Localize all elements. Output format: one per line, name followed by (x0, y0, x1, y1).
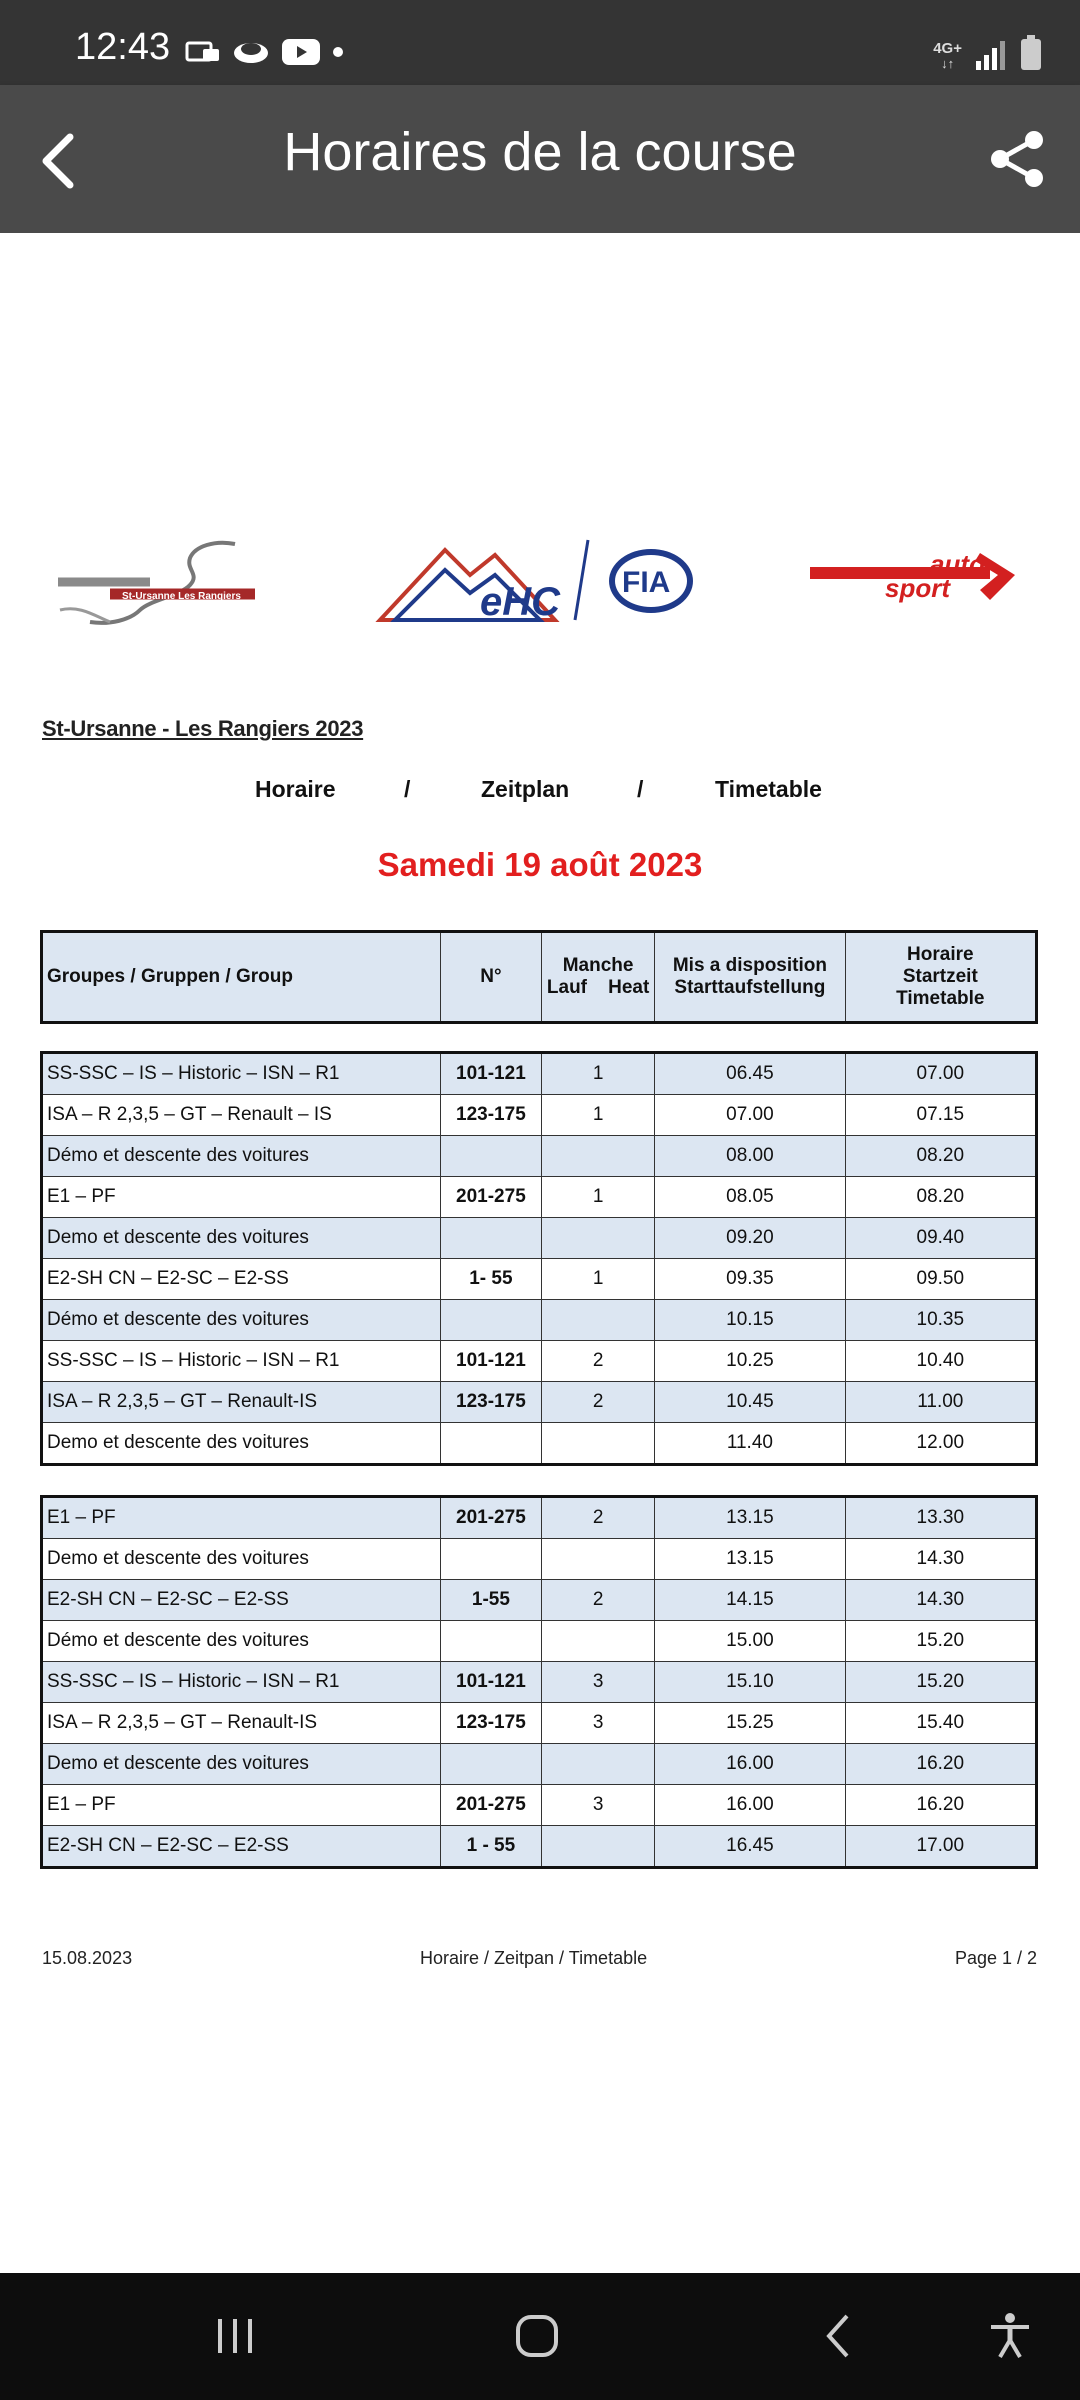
sport-logo-text: sport (885, 573, 950, 603)
notification-icons (185, 38, 345, 66)
cell-start: 13.30 (845, 1497, 1036, 1539)
cell-group: Demo et descente des voitures (42, 1744, 441, 1785)
cell-number: 123-175 (440, 1095, 541, 1136)
cell-disposition: 07.00 (655, 1095, 845, 1136)
page-title: Horaires de la course (283, 122, 797, 182)
cell-start: 08.20 (845, 1177, 1036, 1218)
nav-back-icon (815, 2311, 865, 2361)
table-row (42, 1785, 1037, 1826)
youtube-icon (281, 38, 321, 66)
cell-number: 1- 55 (440, 1259, 541, 1300)
fia-logo-text: FIA (622, 566, 671, 599)
cell-disposition: 15.00 (655, 1621, 845, 1662)
col-header-startzeit: Startzeit (902, 966, 978, 987)
col-header-timetable: Timetable (896, 988, 985, 1009)
cell-start: 15.20 (845, 1662, 1036, 1703)
table-row (42, 1053, 1037, 1095)
cell-heat (542, 1218, 655, 1259)
cell-disposition: 15.25 (655, 1703, 845, 1744)
cell-disposition: 16.45 (655, 1826, 845, 1868)
cell-disposition: 10.15 (655, 1300, 845, 1341)
cell-number: 101-121 (440, 1341, 541, 1382)
table-row (42, 1382, 1037, 1423)
table-row (42, 1497, 1037, 1539)
status-bar (0, 0, 1080, 85)
cell-heat: 1 (542, 1095, 655, 1136)
ehc-fia-logo-graphic (375, 535, 705, 625)
ehc-logo-text: eHC (480, 580, 561, 624)
schedule-afternoon-body (42, 1497, 1037, 1868)
cell-number: 201-275 (440, 1785, 541, 1826)
cell-start: 12.00 (845, 1423, 1036, 1465)
schedule-afternoon-table (40, 1495, 1038, 1869)
col-header-manche-title: Manche (562, 955, 634, 976)
cell-disposition: 13.15 (655, 1539, 845, 1580)
cell-group: E2-SH CN – E2-SC – E2-SS (42, 1826, 441, 1868)
table-header-row (42, 932, 1037, 1023)
cell-group: SS-SSC – IS – Historic – ISN – R1 (42, 1662, 441, 1703)
cell-group: Démo et descente des voitures (42, 1621, 441, 1662)
cell-group: ISA – R 2,3,5 – GT – Renault-IS (42, 1382, 441, 1423)
cell-start: 08.20 (845, 1136, 1036, 1177)
signal-icon (974, 39, 1008, 71)
cell-number: 201-275 (440, 1177, 541, 1218)
logo-auto-sport (810, 545, 1030, 615)
cell-disposition: 09.20 (655, 1218, 845, 1259)
table-row (42, 1300, 1037, 1341)
cell-disposition: 11.40 (655, 1423, 845, 1465)
st-ursanne-logo-graphic (50, 530, 265, 630)
table-row (42, 1136, 1037, 1177)
heading-zeitplan: Zeitplan (481, 776, 570, 802)
table-row (42, 1539, 1037, 1580)
cell-group: Démo et descente des voitures (42, 1300, 441, 1341)
col-header-group: Groupes / Gruppen / Group (42, 932, 441, 1023)
cell-heat: 2 (542, 1497, 655, 1539)
home-icon (512, 2311, 562, 2361)
cell-heat: 2 (542, 1341, 655, 1382)
cell-group: Demo et descente des voitures (42, 1539, 441, 1580)
cell-heat: 2 (542, 1382, 655, 1423)
cloud-icon (231, 39, 271, 65)
col-header-mis-disposition: Mis a disposition (672, 955, 827, 976)
schedule-morning-table (40, 1051, 1038, 1466)
schedule-morning-body (42, 1053, 1037, 1465)
col-header-lauf-heat: Lauf Heat (546, 977, 650, 998)
footer-page: Page 1 / 2 (955, 1948, 1038, 1968)
race-title: St-Ursanne - Les Rangiers 2023 (42, 716, 364, 741)
col-header-horaire: Horaire (907, 944, 974, 965)
heading-timetable: Timetable (715, 776, 822, 802)
cell-number: 101-121 (440, 1662, 541, 1703)
cell-group: SS-SSC – IS – Historic – ISN – R1 (42, 1053, 441, 1095)
cell-number: 123-175 (440, 1703, 541, 1744)
cell-heat: 3 (542, 1662, 655, 1703)
cell-group: E1 – PF (42, 1785, 441, 1826)
table-row (42, 1218, 1037, 1259)
table-row (42, 1095, 1037, 1136)
col-header-number: N° (440, 932, 541, 1023)
cell-start: 09.50 (845, 1259, 1036, 1300)
recent-apps-button[interactable] (210, 2311, 260, 2361)
auto-sport-logo-graphic (810, 545, 1030, 615)
heading-separator-1: / (404, 776, 411, 802)
cell-group: Demo et descente des voitures (42, 1218, 441, 1259)
cell-number: 101-121 (440, 1053, 541, 1095)
cell-disposition: 16.00 (655, 1785, 845, 1826)
auto-logo-text: auto (930, 549, 985, 579)
cell-start: 14.30 (845, 1539, 1036, 1580)
cell-heat (542, 1826, 655, 1868)
cell-number (440, 1300, 541, 1341)
cell-heat: 3 (542, 1703, 655, 1744)
cell-start: 10.40 (845, 1341, 1036, 1382)
recent-apps-icon (210, 2311, 260, 2361)
system-icons (933, 35, 1042, 71)
cell-heat: 1 (542, 1259, 655, 1300)
table-row (42, 1580, 1037, 1621)
cell-disposition: 09.35 (655, 1259, 845, 1300)
network-type: 4G+ ↓↑ (933, 40, 962, 71)
cell-disposition: 10.45 (655, 1382, 845, 1423)
cell-start: 11.00 (845, 1382, 1036, 1423)
logo-st-ursanne (50, 530, 265, 630)
cell-group: Demo et descente des voitures (42, 1423, 441, 1465)
cell-disposition: 13.15 (655, 1497, 845, 1539)
dot-icon (331, 45, 345, 59)
cell-heat (542, 1136, 655, 1177)
st-ursanne-logo-text: St-Ursanne Les Rangiers (122, 591, 241, 602)
cell-heat: 3 (542, 1785, 655, 1826)
cell-group: ISA – R 2,3,5 – GT – Renault – IS (42, 1095, 441, 1136)
cell-heat (542, 1300, 655, 1341)
cell-start: 15.40 (845, 1703, 1036, 1744)
battery-icon (1020, 35, 1042, 71)
cell-disposition: 06.45 (655, 1053, 845, 1095)
cell-group: E1 – PF (42, 1177, 441, 1218)
cell-number: 123-175 (440, 1382, 541, 1423)
cell-number (440, 1423, 541, 1465)
table-row (42, 1703, 1037, 1744)
cell-start: 07.15 (845, 1095, 1036, 1136)
table-row (42, 1826, 1037, 1868)
cell-number (440, 1539, 541, 1580)
table-row (42, 1621, 1037, 1662)
col-header-starttaufstellung: Starttaufstellung (674, 977, 826, 998)
cell-heat (542, 1539, 655, 1580)
cell-number: 1-55 (440, 1580, 541, 1621)
cell-start: 17.00 (845, 1826, 1036, 1868)
table-row (42, 1744, 1037, 1785)
col-header-start (845, 932, 1036, 1023)
cell-number (440, 1744, 541, 1785)
cell-start: 09.40 (845, 1218, 1036, 1259)
share-button[interactable] (986, 127, 1050, 191)
screen-share-icon (185, 39, 221, 65)
footer-center: Horaire / Zeitpan / Timetable (420, 1948, 648, 1968)
cell-heat: 1 (542, 1053, 655, 1095)
home-button[interactable] (512, 2311, 562, 2361)
cell-heat (542, 1744, 655, 1785)
cell-start: 07.00 (845, 1053, 1036, 1095)
share-icon (986, 127, 1050, 191)
cell-number: 201-275 (440, 1497, 541, 1539)
nav-back-button[interactable] (815, 2311, 865, 2361)
cell-heat (542, 1621, 655, 1662)
cell-group: ISA – R 2,3,5 – GT – Renault-IS (42, 1703, 441, 1744)
table-row (42, 1177, 1037, 1218)
table-row (42, 1259, 1037, 1300)
cell-number (440, 1136, 541, 1177)
date-title: Samedi 19 août 2023 (377, 846, 703, 883)
cell-disposition: 14.15 (655, 1580, 845, 1621)
cell-number: 1 - 55 (440, 1826, 541, 1868)
system-nav-bar (0, 2273, 1080, 2400)
cell-heat: 2 (542, 1580, 655, 1621)
col-header-disposition (655, 932, 845, 1023)
heading-separator-2: / (637, 776, 644, 802)
cell-group: E2-SH CN – E2-SC – E2-SS (42, 1580, 441, 1621)
footer-date: 15.08.2023 (42, 1948, 133, 1968)
cell-group: SS-SSC – IS – Historic – ISN – R1 (42, 1341, 441, 1382)
cell-disposition: 08.05 (655, 1177, 845, 1218)
cell-number (440, 1218, 541, 1259)
cell-group: Démo et descente des voitures (42, 1136, 441, 1177)
cell-start: 14.30 (845, 1580, 1036, 1621)
cell-start: 16.20 (845, 1785, 1036, 1826)
cell-start: 15.20 (845, 1621, 1036, 1662)
cell-start: 16.20 (845, 1744, 1036, 1785)
table-row (42, 1341, 1037, 1382)
table-row (42, 1662, 1037, 1703)
cell-disposition: 15.10 (655, 1662, 845, 1703)
col-header-manche (542, 932, 655, 1023)
heading-horaire: Horaire (255, 776, 336, 802)
cell-number (440, 1621, 541, 1662)
accessibility-icon (985, 2311, 1035, 2361)
schedule-header-table (40, 930, 1038, 1024)
cell-disposition: 08.00 (655, 1136, 845, 1177)
cell-heat: 1 (542, 1177, 655, 1218)
status-time: 12:43 (75, 26, 171, 68)
app-bar (0, 85, 1080, 233)
cell-group: E2-SH CN – E2-SC – E2-SS (42, 1259, 441, 1300)
cell-heat (542, 1423, 655, 1465)
cell-group: E1 – PF (42, 1497, 441, 1539)
table-row (42, 1423, 1037, 1465)
logo-ehc-fia (375, 535, 705, 625)
cell-start: 10.35 (845, 1300, 1036, 1341)
cell-disposition: 16.00 (655, 1744, 845, 1785)
cell-disposition: 10.25 (655, 1341, 845, 1382)
accessibility-button[interactable] (985, 2311, 1035, 2361)
